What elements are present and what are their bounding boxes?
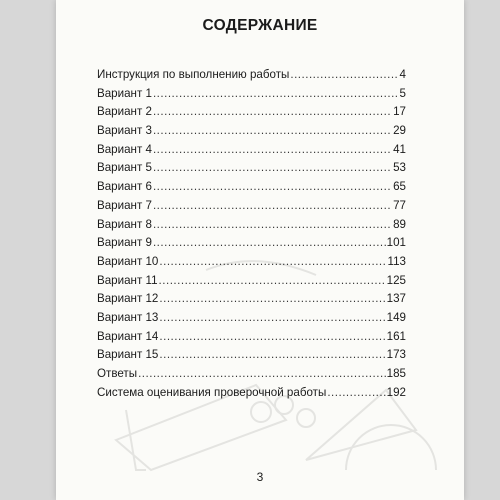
toc-entry-label: Вариант 5 xyxy=(97,161,152,175)
toc-dot-leader xyxy=(153,197,392,216)
toc-entry-label: Вариант 11 xyxy=(97,273,158,287)
toc-entry xyxy=(97,309,406,328)
book-page xyxy=(56,0,464,500)
toc-entry-label: Вариант 6 xyxy=(97,180,152,194)
toc-entry xyxy=(97,365,406,384)
toc-entry xyxy=(97,346,406,365)
toc-entry xyxy=(97,178,406,197)
toc-entry-page: 185 xyxy=(386,367,406,380)
page-title: СОДЕРЖАНИЕ xyxy=(202,17,318,34)
toc-entry-page: 173 xyxy=(386,348,406,362)
toc-entry-label: Вариант 9 xyxy=(97,236,152,250)
toc-dot-leader xyxy=(153,103,392,122)
toc-entry-page: 125 xyxy=(386,273,406,287)
toc-dot-leader xyxy=(138,365,386,384)
toc-entry-label: Вариант 15 xyxy=(97,348,159,362)
toc-entry-page: 161 xyxy=(386,329,406,343)
toc-dot-leader xyxy=(153,122,392,141)
page-number: 3 xyxy=(256,470,264,484)
toc-entry xyxy=(97,103,406,122)
toc-entry-label: Вариант 3 xyxy=(97,124,152,138)
toc-entry xyxy=(97,159,406,178)
toc-entry xyxy=(97,253,406,272)
toc-entry-label: Вариант 10 xyxy=(97,254,159,268)
toc-entry-label: Вариант 8 xyxy=(97,217,152,231)
toc-entry xyxy=(97,85,406,104)
toc-dot-leader xyxy=(159,253,386,272)
toc-dot-leader xyxy=(153,178,392,197)
toc-dot-leader xyxy=(153,159,392,178)
toc-entry xyxy=(97,328,406,347)
toc-entry-label: Вариант 14 xyxy=(97,329,159,343)
toc-entry xyxy=(97,234,406,253)
toc-entry-page: 77 xyxy=(393,198,406,212)
toc-entry xyxy=(97,122,406,141)
toc-entry-label: Вариант 13 xyxy=(97,310,159,324)
toc-entry-label: Ответы xyxy=(97,367,138,380)
toc-entry xyxy=(97,66,406,85)
protractor-ghost xyxy=(346,425,436,470)
toc-dot-leader xyxy=(290,66,398,85)
toc-entry-page: 29 xyxy=(393,124,406,138)
pencil-ghost xyxy=(126,410,146,470)
toc-entry xyxy=(97,141,406,160)
toc-entry-label: Вариант 7 xyxy=(97,198,152,212)
toc-dot-leader xyxy=(159,272,386,291)
toc-entry-page: 113 xyxy=(387,254,406,268)
toc-entry xyxy=(97,384,406,403)
toc-entry-label: Вариант 1 xyxy=(97,86,152,100)
toc-dot-leader xyxy=(153,234,386,253)
toc-entry-page: 137 xyxy=(386,292,406,306)
toc-dot-leader xyxy=(159,328,385,347)
toc-entry-page: 53 xyxy=(393,161,406,175)
toc-entry-label: Вариант 12 xyxy=(97,292,159,306)
table-of-contents xyxy=(97,66,406,402)
toc-dot-leader xyxy=(153,141,392,160)
toc-entry-page: 89 xyxy=(393,217,406,231)
toc-entry-page: 41 xyxy=(393,142,406,156)
toc-entry-page: 65 xyxy=(393,180,406,194)
toc-entry xyxy=(97,272,406,291)
toc-entry-page: 149 xyxy=(386,310,406,324)
circle-ghost-1 xyxy=(251,402,271,422)
toc-dot-leader xyxy=(153,85,399,104)
toc-entry-page: 101 xyxy=(386,236,406,250)
toc-dot-leader xyxy=(327,384,385,403)
toc-dot-leader xyxy=(159,309,385,328)
toc-entry-page: 192 xyxy=(386,385,406,399)
toc-dot-leader xyxy=(159,346,385,365)
toc-dot-leader xyxy=(159,290,385,309)
toc-entry-page: 5 xyxy=(399,86,406,100)
toc-entry xyxy=(97,290,406,309)
toc-entry-label: Вариант 4 xyxy=(97,142,152,156)
toc-entry-label: Вариант 2 xyxy=(97,105,152,119)
toc-entry-page: 17 xyxy=(393,105,406,119)
toc-dot-leader xyxy=(153,216,392,235)
toc-entry-label: Система оценивания проверочной работы xyxy=(97,385,327,399)
toc-entry xyxy=(97,216,406,235)
circle-ghost-3 xyxy=(297,409,315,427)
toc-entry-label: Инструкция по выполнению работы xyxy=(97,68,290,81)
toc-entry xyxy=(97,197,406,216)
toc-entry-page: 4 xyxy=(399,68,406,81)
